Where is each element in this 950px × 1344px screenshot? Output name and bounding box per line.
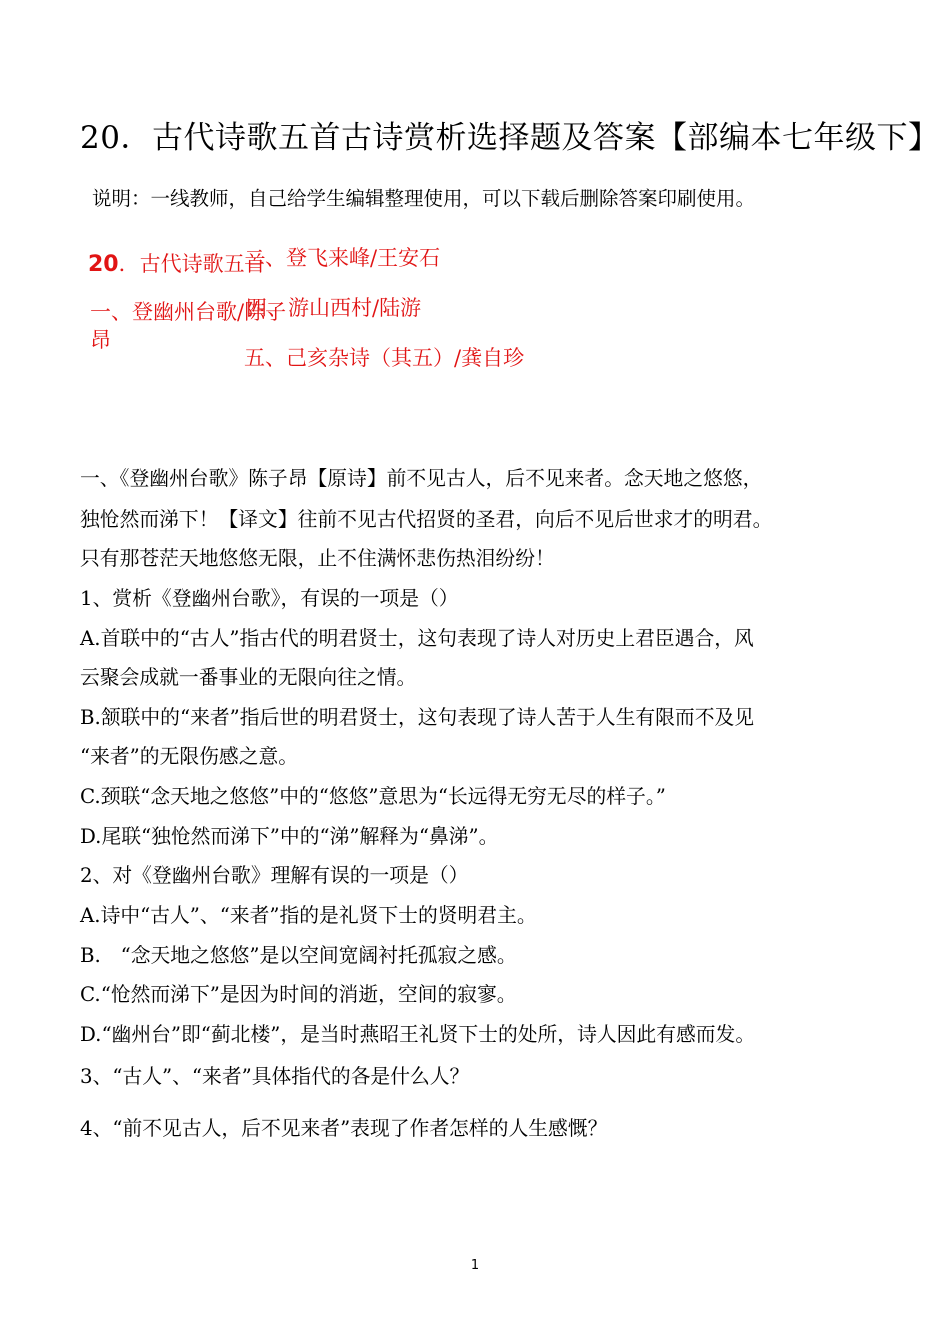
option-line: 云聚会成就一番事业的无限向往之情。: [80, 666, 417, 689]
option-line: C.“怆然而涕下”是因为时间的消逝，空间的寂寥。: [80, 983, 517, 1006]
text-line: 只有那苍茫天地悠悠无限，止不住满怀悲伤热泪纷纷！: [80, 547, 555, 570]
usage-note: 说明：一线教师，自己给学生编辑整理使用，可以下载后删除答案印刷使用。: [92, 187, 756, 210]
option-line: D.“幽州台”即“蓟北楼”，是当时燕昭王礼贤下士的处所，诗人因此有感而发。: [80, 1023, 756, 1046]
question-3: 3、“古人”、“来者”具体指代的各是什么人？: [80, 1065, 470, 1088]
option-line: C.颈联“念天地之悠悠”中的“悠悠”意思为“长远得无穷无尽的样子。”: [80, 785, 666, 808]
toc-heading-text: ．古代诗歌五首: [118, 252, 266, 276]
question-4: 4、“前不见古人，后不见来者”表现了作者怎样的人生感慨？: [80, 1117, 608, 1140]
option-line: D.尾联“独怆然而涕下”中的“涕”解释为“鼻涕”。: [80, 825, 499, 848]
option-line: B.颔联中的“来者”指后世的明君贤士，这句表现了诗人苦于人生有限而不及见: [80, 706, 755, 729]
option-line: “来者”的无限伤感之意。: [80, 745, 299, 768]
option-line: A.诗中“古人”、“来者”指的是礼贤下士的贤明君主。: [80, 904, 537, 927]
option-line: A.首联中的“古人”指古代的明君贤士，这句表现了诗人对历史上君臣遇合，风: [80, 627, 754, 650]
question-2: 2、对《登幽州台歌》理解有误的一项是（）: [80, 864, 469, 887]
page-number: 1: [470, 1258, 480, 1273]
document-title: 20．古代诗歌五首古诗赏析选择题及答案【部编本七年级下】: [80, 120, 940, 156]
toc-item-5: 五、己亥杂诗（其五）/龚自珍: [244, 346, 525, 370]
toc-item-1: 一、登幽州台歌/陈子: [90, 300, 287, 324]
toc-item-1-cont: 昂: [90, 328, 111, 352]
question-1: 1、赏析《登幽州台歌》，有误的一项是（）: [80, 587, 459, 610]
toc-item-4: 四、游山西村/陆游: [246, 296, 422, 320]
toc-heading: [88, 248, 266, 278]
toc-heading-number: 20: [88, 252, 119, 277]
text-line: 一、《登幽州台歌》陈子昂【原诗】前不见古人，后不见来者。念天地之悠悠，: [80, 467, 763, 490]
toc-item-2: 二、登飞来峰/王安石: [244, 246, 441, 270]
option-line: B. “念天地之悠悠”是以空间宽阔衬托孤寂之感。: [80, 944, 517, 967]
text-line: 独怆然而涕下！【译文】往前不见古代招贤的圣君，向后不见后世求才的明君。: [80, 508, 773, 531]
